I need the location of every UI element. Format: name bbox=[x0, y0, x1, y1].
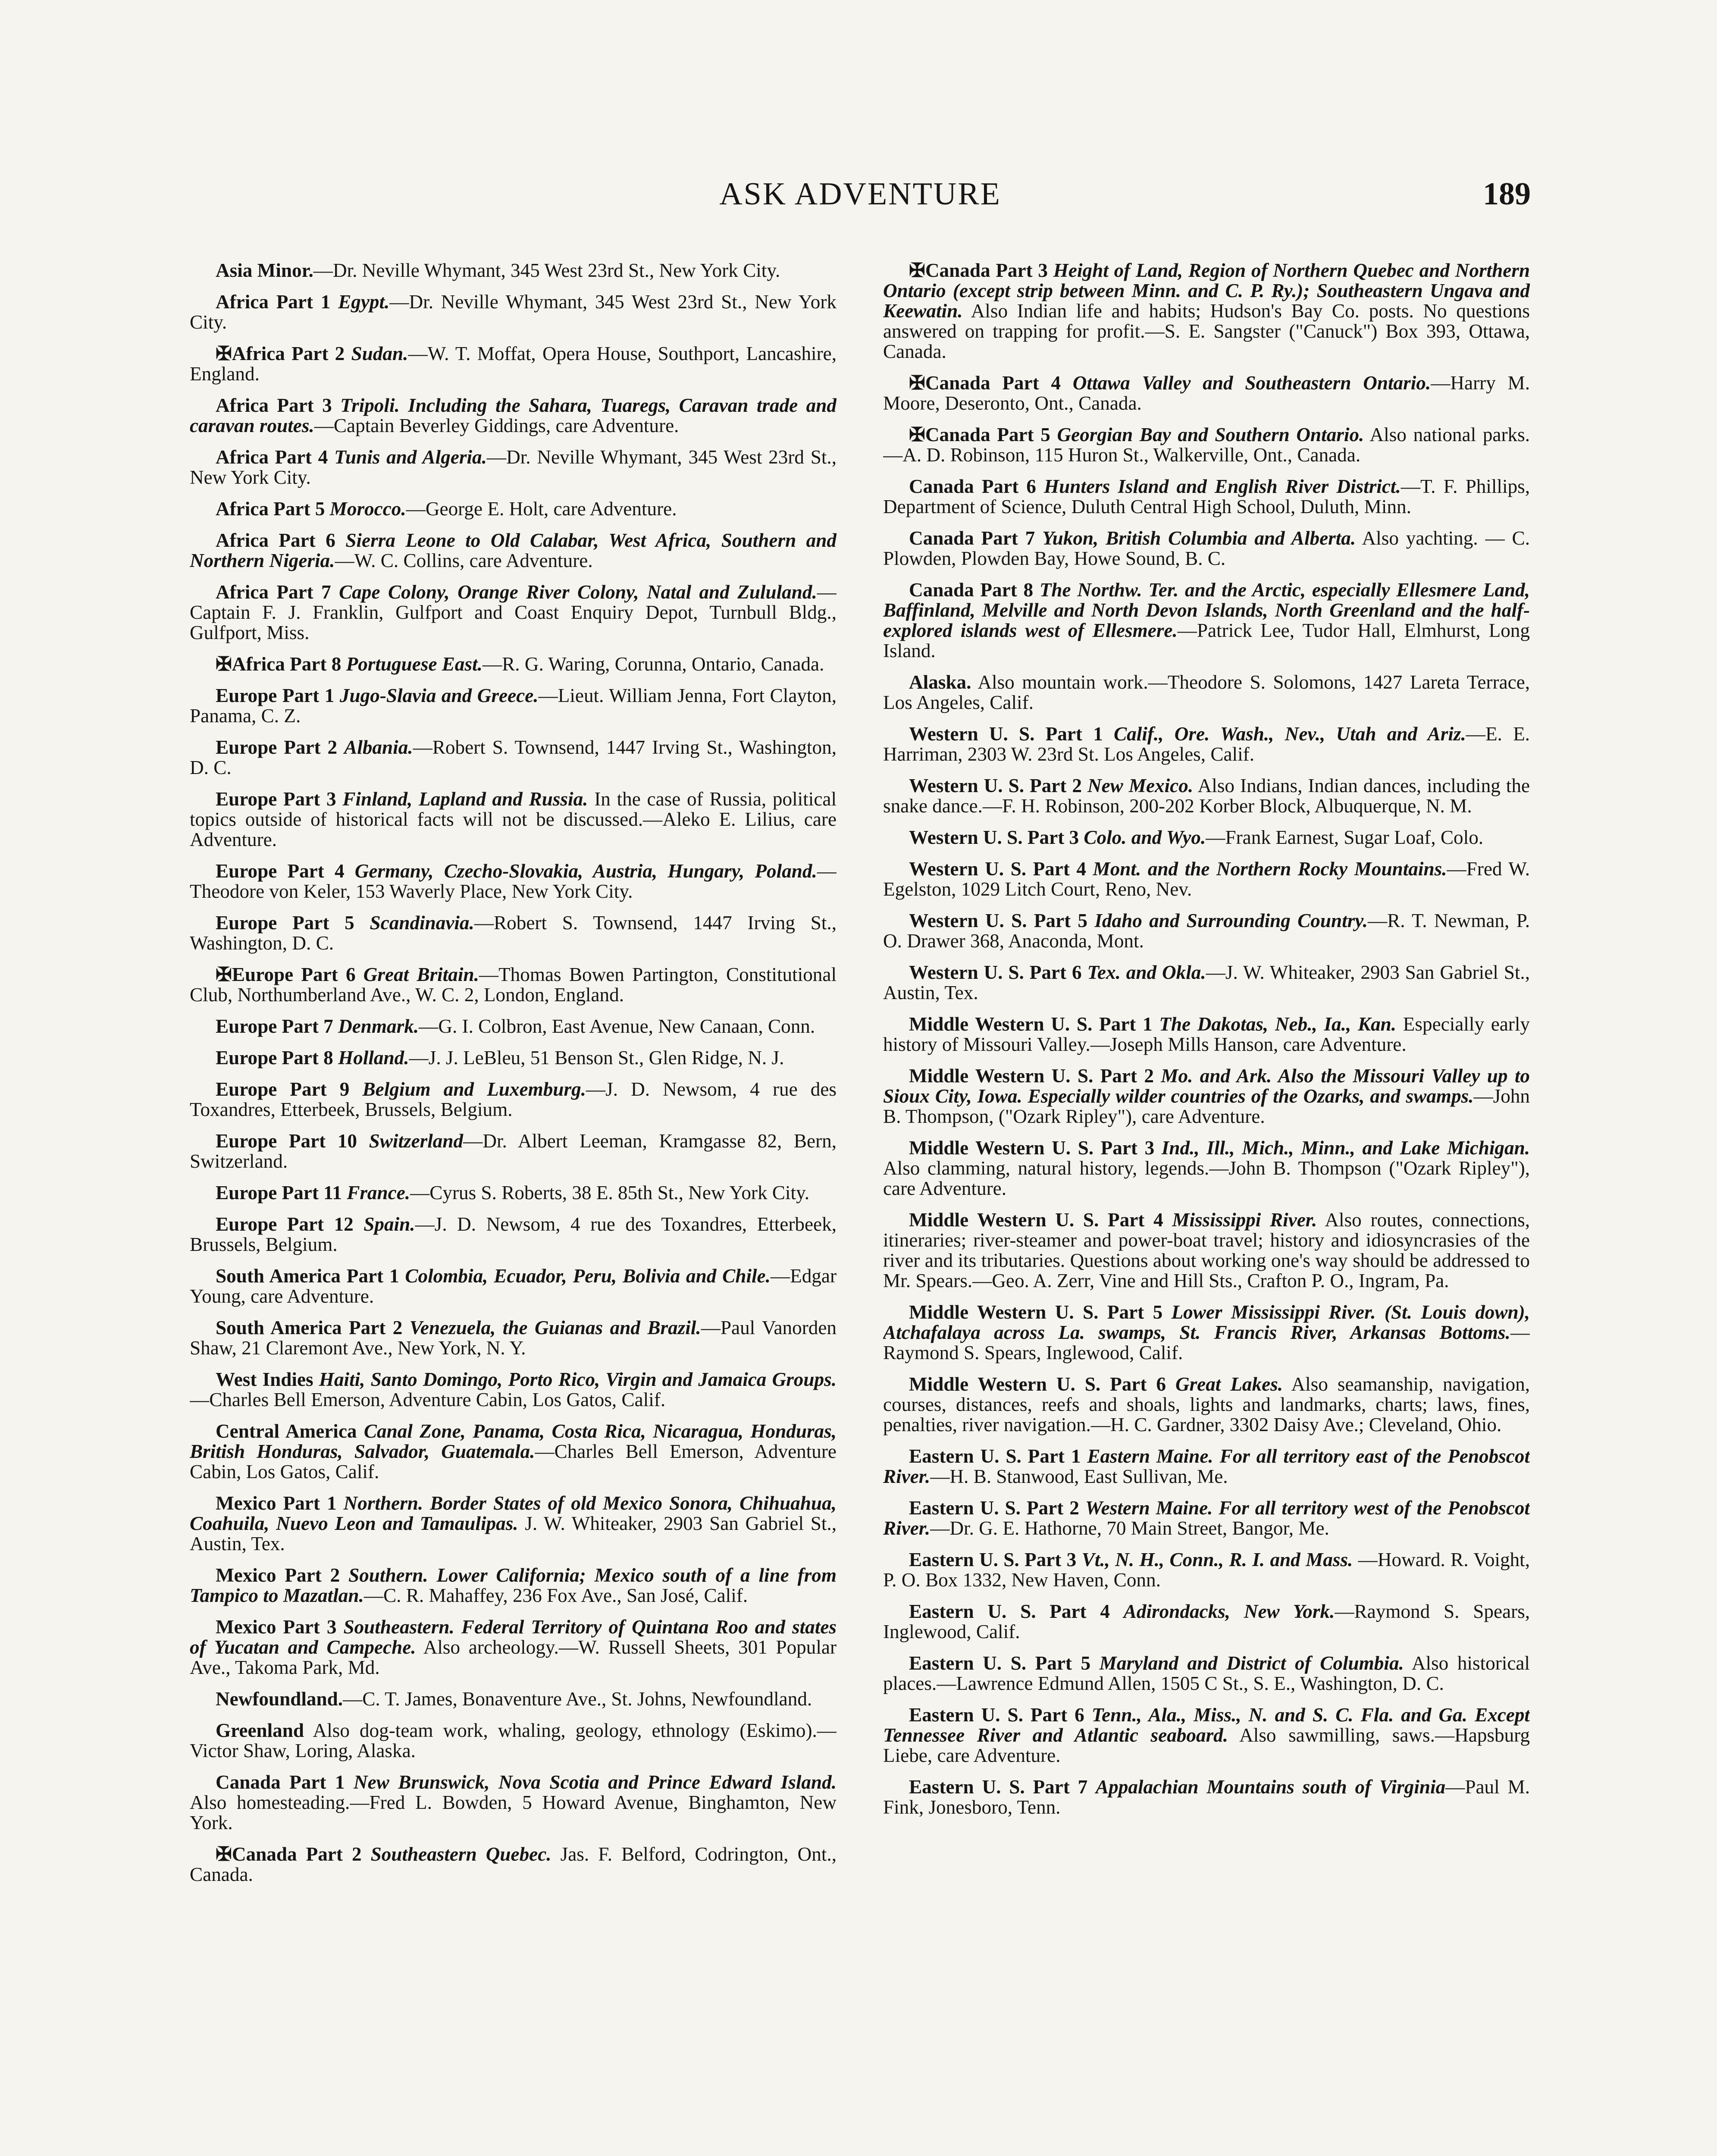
directory-entry bbox=[190, 1689, 837, 1709]
entry-details: —E. E. Harriman, 2303 W. 23rd St. Los Angeles, Calif. bbox=[883, 723, 1530, 765]
page-header bbox=[190, 172, 1531, 224]
entry-region: Europe Part 5 bbox=[216, 912, 354, 934]
entry-details: —Charles Bell Emerson, Adventure Cabin, Los Gatos, Calif. bbox=[190, 1441, 837, 1482]
cross-mark-icon: ✠ bbox=[216, 343, 232, 364]
directory-entry bbox=[883, 1653, 1530, 1694]
entry-details: Also dog-team work, whaling, geology, ethnology (Eskimo).—Victor Shaw, Loring, Alaska. bbox=[190, 1720, 837, 1761]
directory-entry bbox=[883, 1705, 1530, 1766]
entry-details: —J. J. LeBleu, 51 Benson St., Glen Ridge, N. J. bbox=[409, 1047, 784, 1069]
directory-entry bbox=[883, 260, 1530, 362]
entry-region: Canada Part 8 bbox=[909, 579, 1034, 601]
entry-details: —Harry M. Moore, Deseronto, Ont., Canada. bbox=[883, 372, 1530, 414]
directory-entry bbox=[883, 1302, 1530, 1363]
entry-region: Eastern U. S. Part 7 bbox=[909, 1776, 1088, 1798]
entry-details: —Captain Beverley Giddings, care Adventure. bbox=[314, 415, 679, 436]
cross-mark-icon: ✠ bbox=[216, 964, 232, 985]
directory-entry bbox=[190, 789, 837, 850]
entry-details: —Edgar Young, care Adventure. bbox=[190, 1265, 837, 1307]
directory-entry bbox=[190, 260, 837, 281]
entry-topic: Tripoli. Including the Sahara, Tuaregs, Caravan trade and caravan routes. bbox=[190, 395, 837, 436]
directory-entry bbox=[190, 1421, 837, 1482]
directory-entry bbox=[883, 1446, 1530, 1487]
entry-details: —J. W. Whiteaker, 2903 San Gabriel St., Austin, Tex. bbox=[883, 962, 1530, 1003]
entry-region: Europe Part 7 bbox=[216, 1015, 333, 1037]
directory-entry bbox=[883, 373, 1530, 414]
entry-details: —Paul Vanorden Shaw, 21 Claremont Ave., New York, N. Y. bbox=[190, 1317, 837, 1359]
entry-details: —Fred W. Egelston, 1029 Litch Court, Reno, Nev. bbox=[883, 858, 1530, 900]
entry-region: Western U. S. Part 6 bbox=[909, 962, 1082, 983]
entry-region: Western U. S. Part 2 bbox=[909, 775, 1082, 796]
right-column bbox=[883, 260, 1530, 2156]
page-number: 189 bbox=[1483, 176, 1531, 212]
entry-details: Also yachting. — C. Plowden, Plowden Bay, Howe Sound, B. C. bbox=[883, 527, 1530, 569]
entry-topic: Great Lakes. bbox=[1175, 1373, 1283, 1395]
directory-entry bbox=[883, 1014, 1530, 1055]
entry-details: —R. T. Newman, P. O. Drawer 368, Anaconda, Mont. bbox=[883, 910, 1530, 952]
entry-region: Greenland bbox=[216, 1720, 304, 1741]
entry-topic: Tunis and Algeria. bbox=[334, 446, 487, 468]
directory-entry bbox=[190, 1617, 837, 1678]
entry-region: Africa Part 6 bbox=[216, 530, 335, 551]
entry-details: —H. B. Stanwood, East Sullivan, Me. bbox=[930, 1466, 1228, 1487]
entry-region: Africa Part 8 bbox=[232, 653, 342, 675]
entry-topic: Idaho and Surrounding Country. bbox=[1094, 910, 1368, 931]
directory-entry bbox=[190, 344, 837, 384]
entry-region: Mexico Part 3 bbox=[216, 1616, 337, 1638]
directory-entry bbox=[190, 1079, 837, 1120]
entry-details: Jas. F. Belford, Codrington, Ont., Canada. bbox=[190, 1843, 837, 1885]
directory-entry bbox=[883, 962, 1530, 1003]
entry-details: —Dr. Neville Whymant, 345 West 23rd St., New York City. bbox=[190, 291, 837, 333]
entry-region: Canada Part 6 bbox=[909, 476, 1036, 497]
directory-entry bbox=[190, 1016, 837, 1037]
entry-details: Also national parks.—A. D. Robinson, 115 Huron St., Walkerville, Ont., Canada. bbox=[883, 424, 1530, 466]
entry-topic: Southeastern Quebec. bbox=[370, 1843, 551, 1865]
directory-entry bbox=[190, 1214, 837, 1255]
entry-topic: Germany, Czecho-Slovakia, Austria, Hungary, Poland. bbox=[354, 860, 817, 882]
entry-details: —Howard. R. Voight, P. O. Box 1332, New Haven, Conn. bbox=[883, 1549, 1530, 1591]
entry-region: Canada Part 1 bbox=[216, 1771, 345, 1793]
directory-entry bbox=[190, 1318, 837, 1358]
entry-region: Eastern U. S. Part 4 bbox=[909, 1601, 1110, 1622]
entry-region: Europe Part 6 bbox=[232, 964, 356, 985]
entry-region: Canada Part 4 bbox=[925, 372, 1061, 394]
entry-region: Africa Part 3 bbox=[216, 395, 332, 416]
entry-topic: Colo. and Wyo. bbox=[1084, 827, 1206, 848]
entry-region: Middle Western U. S. Part 6 bbox=[909, 1373, 1166, 1395]
entry-topic: Holland. bbox=[338, 1047, 409, 1069]
entry-topic: Southern. Lower California; Mexico south of a line from Tampico to Mazatlan. bbox=[190, 1564, 837, 1606]
entry-details: Also archeology.—W. Russell Sheets, 301 Popular Ave., Takoma Park, Md. bbox=[190, 1636, 837, 1678]
entry-region: Europe Part 1 bbox=[216, 685, 335, 706]
cross-mark-icon: ✠ bbox=[216, 1843, 232, 1865]
entry-topic: Canal Zone, Panama, Costa Rica, Nicaragua, Honduras, British Honduras, Salvador, Guatemala. bbox=[190, 1420, 837, 1462]
entry-region: Canada Part 2 bbox=[232, 1843, 362, 1865]
entry-region: Canada Part 5 bbox=[925, 424, 1050, 445]
entry-region: Africa Part 4 bbox=[216, 446, 328, 468]
entry-region: Europe Part 10 bbox=[216, 1130, 357, 1152]
entry-topic: Morocco. bbox=[329, 498, 406, 520]
directory-entry bbox=[883, 672, 1530, 713]
entry-region: Europe Part 8 bbox=[216, 1047, 333, 1069]
entry-topic: Haiti, Santo Domingo, Porto Rico, Virgin and Jamaica Groups. bbox=[319, 1369, 837, 1390]
entry-region: Africa Part 7 bbox=[216, 581, 331, 603]
entry-details: —R. G. Waring, Corunna, Ontario, Canada. bbox=[482, 653, 824, 675]
entry-region: Middle Western U. S. Part 5 bbox=[909, 1301, 1163, 1323]
entry-details: —Raymond S. Spears, Inglewood, Calif. bbox=[883, 1601, 1530, 1642]
entry-region: Europe Part 11 bbox=[216, 1182, 342, 1203]
entry-topic: Mont. and the Northern Rocky Mountains. bbox=[1093, 858, 1447, 880]
entry-region: Central America bbox=[216, 1420, 357, 1442]
entry-topic: Tenn., Ala., Miss., N. and S. C. Fla. and Ga. Except Tennessee River and Atlantic seaboard. bbox=[883, 1704, 1530, 1746]
entry-details: —J. D. Newsom, 4 rue des Toxandres, Etterbeek, Brussels, Belgium. bbox=[190, 1213, 837, 1255]
entry-topic: Colombia, Ecuador, Peru, Bolivia and Chile. bbox=[405, 1265, 771, 1287]
directory-entry bbox=[190, 861, 837, 902]
entry-details: —Thomas Bowen Partington, Constitutional Club, Northumberland Ave., W. C. 2, London, England. bbox=[190, 964, 837, 1006]
entry-topic: Vt., N. H., Conn., R. I. and Mass. bbox=[1081, 1549, 1353, 1570]
entry-region: Europe Part 9 bbox=[216, 1078, 350, 1100]
entry-topic: Sudan. bbox=[351, 343, 408, 364]
directory-entry bbox=[190, 530, 837, 571]
entry-topic: Western Maine. For all territory west of the Penobscot River. bbox=[883, 1497, 1530, 1539]
directory-entry bbox=[190, 1720, 837, 1761]
entry-topic: Finland, Lapland and Russia. bbox=[342, 788, 588, 810]
entry-region: Europe Part 3 bbox=[216, 788, 336, 810]
entry-topic: Southeastern. Federal Territory of Quintana Roo and states of Yucatan and Campeche. bbox=[190, 1616, 837, 1658]
entry-topic: Sierra Leone to Old Calabar, West Africa, Southern and Northern Nigeria. bbox=[190, 530, 837, 571]
directory-entry bbox=[883, 1550, 1530, 1590]
entry-topic: Georgian Bay and Southern Ontario. bbox=[1057, 424, 1364, 445]
cross-mark-icon: ✠ bbox=[909, 424, 925, 445]
entry-details: —Dr. Albert Leeman, Kramgasse 82, Bern, Switzerland. bbox=[190, 1130, 837, 1172]
entry-details: —W. C. Collins, care Adventure. bbox=[335, 550, 593, 571]
entry-topic: Scandinavia. bbox=[370, 912, 474, 934]
entry-region: Europe Part 12 bbox=[216, 1213, 354, 1235]
entry-details: —Patrick Lee, Tudor Hall, Elmhurst, Long Island. bbox=[883, 620, 1530, 661]
entry-details: —Paul M. Fink, Jonesboro, Tenn. bbox=[883, 1776, 1530, 1818]
entry-topic: Mo. and Ark. Also the Missouri Valley up to Sioux City, Iowa. Especially wilder countries of the Ozarks, and swamps. bbox=[883, 1065, 1530, 1107]
entry-details: Also routes, connections, itineraries; river-steamer and power-boat travel; history and idiosyncrasies of the river and its tributaries. Questions about working one's way should be addressed to Mr. Spears.—Geo. A. Zerr, Vine and Hill Sts., Crafton P. O., Ingram, Pa. bbox=[883, 1209, 1530, 1291]
directory-entry bbox=[190, 737, 837, 778]
entry-region: Africa Part 2 bbox=[232, 343, 345, 364]
entry-region: Asia Minor. bbox=[216, 260, 313, 281]
directory-entry bbox=[190, 1493, 837, 1554]
entry-topic: The Dakotas, Neb., Ia., Kan. bbox=[1159, 1013, 1397, 1035]
directory-entry bbox=[190, 395, 837, 436]
directory-entry bbox=[883, 1498, 1530, 1539]
entry-region: Western U. S. Part 4 bbox=[909, 858, 1086, 880]
directory-entry bbox=[190, 1565, 837, 1606]
entry-region: Middle Western U. S. Part 2 bbox=[909, 1065, 1154, 1087]
entry-details: Also historical places.—Lawrence Edmund Allen, 1505 C St., S. E., Washington, D. C. bbox=[883, 1652, 1530, 1694]
directory-entry bbox=[190, 292, 837, 332]
entry-topic: Jugo-Slavia and Greece. bbox=[339, 685, 539, 706]
entry-topic: New Mexico. bbox=[1087, 775, 1194, 796]
entry-topic: Denmark. bbox=[338, 1015, 419, 1037]
directory-entry bbox=[883, 476, 1530, 517]
entry-details: —Robert S. Townsend, 1447 Irving St., Washington, D. C. bbox=[190, 736, 837, 778]
left-column bbox=[190, 260, 837, 2156]
entry-details: —Dr. Neville Whymant, 345 West 23rd St., New York City. bbox=[190, 446, 837, 488]
entry-topic: Calif., Ore. Wash., Nev., Utah and Ariz. bbox=[1114, 723, 1466, 745]
entry-region: Eastern U. S. Part 2 bbox=[909, 1497, 1079, 1519]
entry-region: West Indies bbox=[216, 1369, 313, 1390]
entry-topic: Adirondacks, New York. bbox=[1123, 1601, 1335, 1622]
directory-entry bbox=[190, 654, 837, 674]
entry-topic: Spain. bbox=[363, 1213, 415, 1235]
entry-details: —Charles Bell Emerson, Adventure Cabin, Los Gatos, Calif. bbox=[190, 1389, 666, 1410]
entry-region: Canada Part 7 bbox=[909, 527, 1035, 549]
entry-topic: Lower Mississippi River. (St. Louis down), Atchafalaya across La. swamps, St. Francis River, Arkansas Bottoms. bbox=[883, 1301, 1530, 1343]
entry-region: Middle Western U. S. Part 1 bbox=[909, 1013, 1153, 1035]
directory-entry bbox=[190, 1266, 837, 1307]
directory-entry bbox=[190, 499, 837, 519]
entry-region: Mexico Part 1 bbox=[216, 1492, 337, 1514]
entry-details: —Cyrus S. Roberts, 38 E. 85th St., New York City. bbox=[410, 1182, 810, 1203]
entry-topic: The Northw. Ter. and the Arctic, especially Ellesmere Land, Baffinland, Melville and North Devon Islands, North Greenland and the half-explored islands west of Ellesmere. bbox=[883, 579, 1530, 641]
entry-topic: Great Britain. bbox=[363, 964, 479, 985]
entry-details: —George E. Holt, care Adventure. bbox=[406, 498, 677, 520]
entry-topic: Cape Colony, Orange River Colony, Natal and Zululand. bbox=[339, 581, 817, 603]
cross-mark-icon: ✠ bbox=[909, 372, 925, 394]
directory-entry bbox=[883, 776, 1530, 816]
cross-mark-icon: ✠ bbox=[216, 653, 232, 675]
entry-topic: Appalachian Mountains south of Virginia bbox=[1096, 1776, 1446, 1798]
directory-entry bbox=[883, 1066, 1530, 1127]
directory-entry bbox=[883, 1210, 1530, 1291]
directory-entry bbox=[883, 1777, 1530, 1818]
entry-region: Africa Part 5 bbox=[216, 498, 325, 520]
directory-entry bbox=[190, 686, 837, 726]
directory-entry bbox=[883, 1138, 1530, 1199]
entry-details: Also sawmilling, saws.—Hapsburg Liebe, care Adventure. bbox=[883, 1724, 1530, 1766]
entry-region: Western U. S. Part 3 bbox=[909, 827, 1079, 848]
directory-entry bbox=[190, 1772, 837, 1833]
directory-entry bbox=[190, 582, 837, 643]
directory-entry bbox=[190, 1048, 837, 1068]
entry-details: —W. T. Moffat, Opera House, Southport, Lancashire, England. bbox=[190, 343, 837, 385]
entry-topic: Northern. Border States of old Mexico Sonora, Chihuahua, Coahuila, Nuevo Leon and Tamaulipas. bbox=[190, 1492, 837, 1534]
entry-details: —Lieut. William Jenna, Fort Clayton, Panama, C. Z. bbox=[190, 685, 837, 727]
entry-details: —Dr. G. E. Hathorne, 70 Main Street, Bangor, Me. bbox=[930, 1517, 1329, 1539]
entry-topic: Tex. and Okla. bbox=[1087, 962, 1206, 983]
entry-region: Eastern U. S. Part 5 bbox=[909, 1652, 1091, 1674]
entry-region: South America Part 1 bbox=[216, 1265, 399, 1287]
entry-details: Also homesteading.—Fred L. Bowden, 5 Howard Avenue, Binghamton, New York. bbox=[190, 1792, 837, 1833]
directory-entry bbox=[190, 1369, 837, 1410]
entry-details: —John B. Thompson, ("Ozark Ripley"), care Adventure. bbox=[883, 1085, 1530, 1127]
entry-details: —T. F. Phillips, Department of Science, Duluth Central High School, Duluth, Minn. bbox=[883, 476, 1530, 517]
directory-entry bbox=[883, 724, 1530, 765]
entry-topic: New Brunswick, Nova Scotia and Prince Edward Island. bbox=[354, 1771, 837, 1793]
entry-region: Europe Part 4 bbox=[216, 860, 345, 882]
directory-entry bbox=[883, 580, 1530, 661]
entry-details: Also clamming, natural history, legends.—John B. Thompson ("Ozark Ripley"), care Adventure. bbox=[883, 1157, 1530, 1199]
entry-details: —Frank Earnest, Sugar Loaf, Colo. bbox=[1206, 827, 1484, 848]
entry-region: Mexico Part 2 bbox=[216, 1564, 340, 1586]
entry-details: —Theodore von Keler, 153 Waverly Place, New York City. bbox=[190, 860, 837, 902]
entry-region: South America Part 2 bbox=[216, 1317, 403, 1338]
directory-entry bbox=[190, 447, 837, 488]
directory-entry bbox=[190, 965, 837, 1005]
entry-region: Western U. S. Part 1 bbox=[909, 723, 1103, 745]
entry-topic: Belgium and Luxemburg. bbox=[362, 1078, 586, 1100]
entry-topic: France. bbox=[347, 1182, 410, 1203]
entry-details: —Raymond S. Spears, Inglewood, Calif. bbox=[883, 1322, 1530, 1363]
entry-region: Eastern U. S. Part 6 bbox=[909, 1704, 1084, 1726]
cross-mark-icon: ✠ bbox=[909, 260, 925, 281]
entry-details: —Dr. Neville Whymant, 345 West 23rd St., New York City. bbox=[313, 260, 780, 281]
entry-details: —J. D. Newsom, 4 rue des Toxandres, Etterbeek, Brussels, Belgium. bbox=[190, 1078, 837, 1120]
entry-topic: Portuguese East. bbox=[346, 653, 483, 675]
entry-topic: Eastern Maine. For all territory east of the Penobscot River. bbox=[883, 1445, 1530, 1487]
entry-details: Also seamanship, navigation, courses, distances, reefs and shoals, lights and landmarks, charts; laws, fines, penalties, river navigation.—H. C. Gardner, 3302 Daisy Ave.; Cleveland, Ohio. bbox=[883, 1373, 1530, 1435]
entry-topic: Height of Land, Region of Northern Quebec and Northern Ontario (except strip between Minn. and C. P. Ry.); Southeastern Ungava and Keewatin. bbox=[883, 260, 1530, 322]
entry-region: Europe Part 2 bbox=[216, 736, 338, 758]
entry-region: Canada Part 3 bbox=[925, 260, 1048, 281]
directory-entry bbox=[883, 911, 1530, 951]
entry-details: —Captain F. J. Franklin, Gulfport and Coast Enquiry Depot, Turnbull Bldg., Gulfport, Miss. bbox=[190, 581, 837, 643]
entry-topic: Hunters Island and English River District. bbox=[1044, 476, 1401, 497]
directory-entry bbox=[883, 1374, 1530, 1435]
entry-details: —Robert S. Townsend, 1447 Irving St., Washington, D. C. bbox=[190, 912, 837, 954]
entry-topic: Mississippi River. bbox=[1172, 1209, 1317, 1231]
directory-entry bbox=[883, 425, 1530, 465]
entry-details: In the case of Russia, political topics outside of historical facts will not be discussed.—Aleko E. Lilius, care Adventure. bbox=[190, 788, 837, 850]
entry-topic: Maryland and District of Columbia. bbox=[1099, 1652, 1404, 1674]
entry-topic: Ind., Ill., Mich., Minn., and Lake Michigan. bbox=[1161, 1137, 1530, 1159]
entry-region: Eastern U. S. Part 3 bbox=[909, 1549, 1077, 1570]
entry-details: Especially early history of Missouri Valley.—Joseph Mills Hanson, care Adventure. bbox=[883, 1013, 1530, 1055]
directory-entry bbox=[883, 528, 1530, 569]
entry-region: Western U. S. Part 5 bbox=[909, 910, 1088, 931]
entry-region: Africa Part 1 bbox=[216, 291, 331, 313]
directory-entry bbox=[190, 1183, 837, 1203]
directory-entry bbox=[190, 913, 837, 953]
directory-entry bbox=[190, 1844, 837, 1885]
entry-details: —G. I. Colbron, East Avenue, New Canaan, Conn. bbox=[419, 1015, 815, 1037]
directory-entry bbox=[883, 859, 1530, 899]
entry-region: Alaska. bbox=[909, 671, 971, 693]
entry-region: Middle Western U. S. Part 4 bbox=[909, 1209, 1163, 1231]
entry-details: Also mountain work.—Theodore S. Solomons, 1427 Lareta Terrace, Los Angeles, Calif. bbox=[883, 671, 1530, 713]
entry-topic: Albania. bbox=[344, 736, 413, 758]
page-title: ASK ADVENTURE bbox=[719, 176, 1001, 212]
entry-topic: Ottawa Valley and Southeastern Ontario. bbox=[1072, 372, 1431, 394]
entry-details: J. W. Whiteaker, 2903 San Gabriel St., Austin, Tex. bbox=[190, 1513, 837, 1554]
entry-topic: Switzerland bbox=[369, 1130, 464, 1152]
entry-details: Also Indians, Indian dances, including the snake dance.—F. H. Robinson, 200-202 Korber Block, Albuquerque, N. M. bbox=[883, 775, 1530, 817]
entry-region: Eastern U. S. Part 1 bbox=[909, 1445, 1081, 1467]
entry-region: Newfoundland. bbox=[216, 1688, 343, 1710]
entry-details: —C. T. James, Bonaventure Ave., St. Johns, Newfoundland. bbox=[343, 1688, 812, 1710]
entry-details: Also Indian life and habits; Hudson's Bay Co. posts. No questions answered on trapping for profit.—S. E. Sangster ("Canuck") Box 393, Ottawa, Canada. bbox=[883, 300, 1530, 362]
directory-entry bbox=[883, 827, 1530, 848]
directory-entry bbox=[883, 1601, 1530, 1642]
entry-details: —C. R. Mahaffey, 236 Fox Ave., San José, Calif. bbox=[363, 1585, 748, 1606]
entry-topic: Yukon, British Columbia and Alberta. bbox=[1042, 527, 1356, 549]
entry-topic: Egypt. bbox=[338, 291, 390, 313]
directory-entry bbox=[190, 1131, 837, 1172]
entry-topic: Venezuela, the Guianas and Brazil. bbox=[409, 1317, 701, 1338]
entry-region: Middle Western U. S. Part 3 bbox=[909, 1137, 1155, 1159]
